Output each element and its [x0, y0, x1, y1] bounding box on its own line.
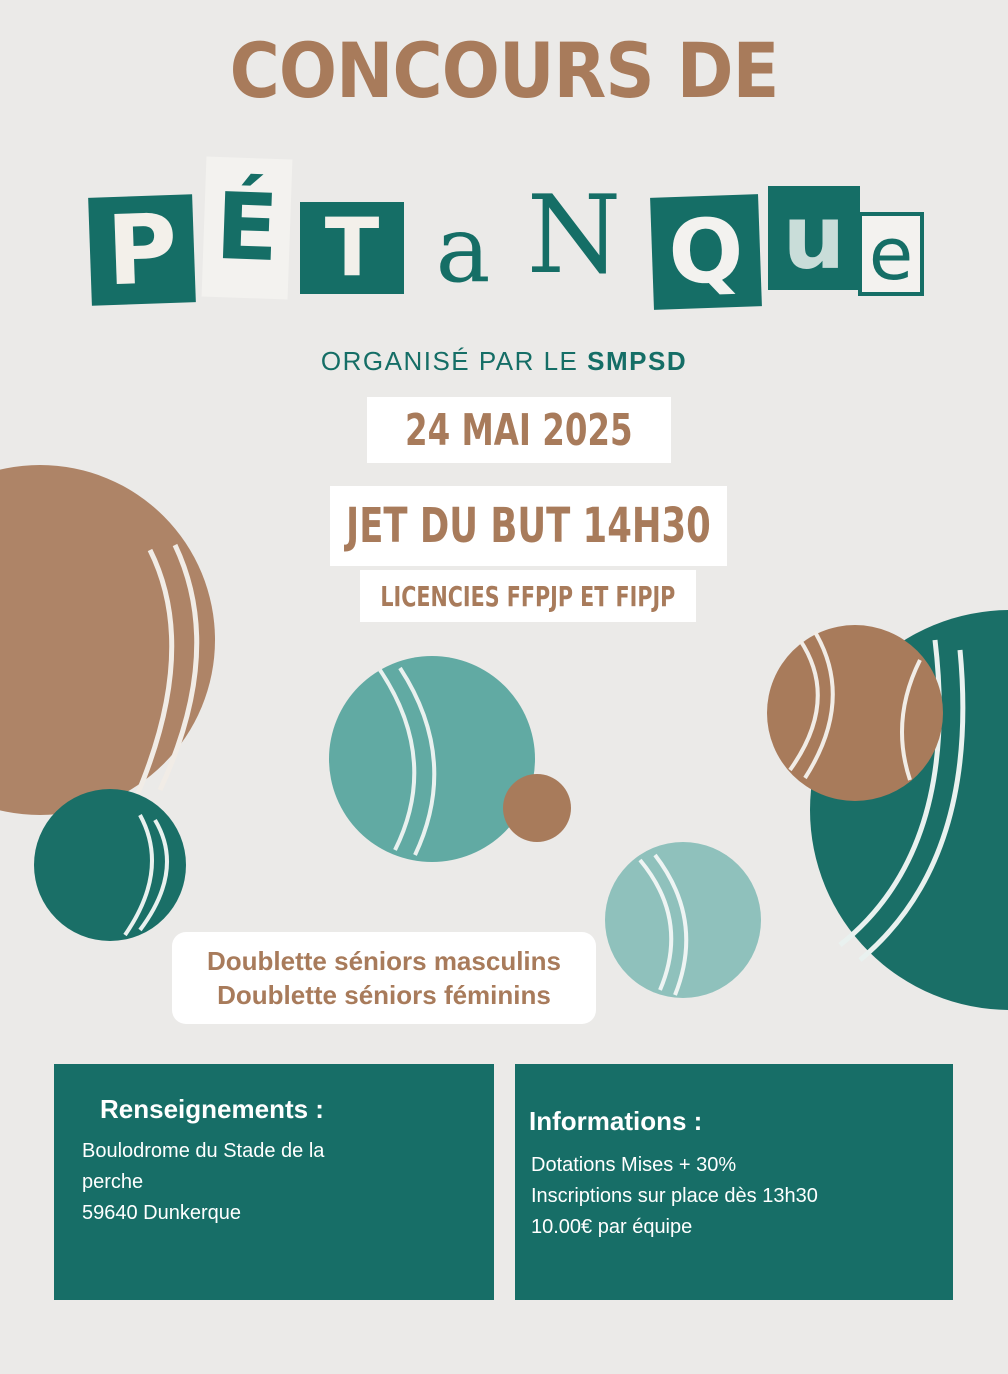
title-letter: Q	[650, 194, 762, 310]
event-date	[367, 397, 671, 463]
start-time-text: JET DU BUT 14H30	[346, 498, 711, 554]
renseignements-line: perche	[82, 1171, 144, 1193]
category-item: Doublette séniors féminins	[217, 980, 551, 1010]
ball-pale-teal-icon	[605, 842, 761, 998]
category-item: Doublette séniors masculins	[207, 946, 561, 976]
categories-box	[172, 932, 596, 1024]
title-concours: CONCOURS DE	[229, 26, 779, 115]
title-letter: a	[435, 196, 491, 303]
title-letter: N	[526, 173, 622, 298]
renseignements-line: 59640 Dunkerque	[82, 1202, 242, 1224]
ball-small-teal-icon	[34, 789, 186, 941]
informations-line: Inscriptions sur place dès 13h30	[531, 1185, 818, 1207]
licences	[360, 570, 696, 622]
organised-by-prefix: ORGANISÉ PAR LE	[320, 346, 579, 376]
organised-by	[0, 346, 1008, 377]
title-letter: P	[88, 194, 196, 306]
ball-brown-right-icon	[767, 625, 943, 801]
ball-light-teal-icon	[329, 656, 535, 862]
title-letter: u	[768, 186, 860, 290]
ball-large-brown-icon	[0, 465, 215, 815]
informations-title: Informations :	[529, 1106, 703, 1136]
title-letter: e	[858, 212, 924, 296]
informations-line: 10.00€ par équipe	[531, 1216, 693, 1238]
title-letter: T	[300, 202, 404, 294]
event-date-text: 24 MAI 2025	[405, 404, 633, 456]
renseignements-title: Renseignements :	[100, 1094, 324, 1124]
informations-line: Dotations Mises + 30%	[531, 1154, 737, 1176]
title-letter: É	[202, 157, 293, 300]
organised-by-name: SMPSD	[587, 346, 688, 376]
licences-text: LICENCIES FFPJP ET FIPJP	[380, 579, 676, 613]
renseignements-line: Boulodrome du Stade de la	[82, 1140, 325, 1162]
renseignements-box	[54, 1064, 494, 1300]
informations-box	[515, 1064, 953, 1300]
cochonnet-icon	[503, 774, 571, 842]
start-time	[330, 486, 727, 566]
title-petanque	[0, 0, 1008, 330]
